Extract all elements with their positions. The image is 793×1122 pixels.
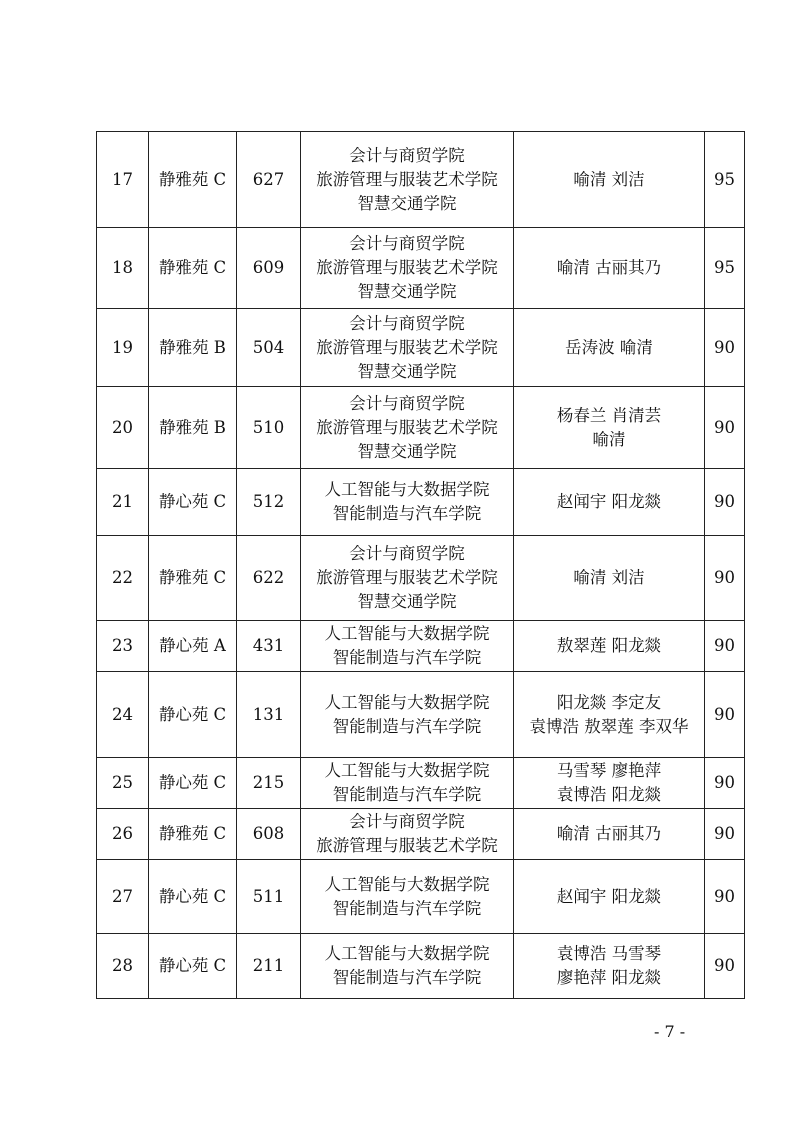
staff-list-line: 廖艳萍 阳龙燚 (556, 968, 662, 987)
college-list (301, 228, 514, 309)
room-number: 609 (237, 228, 301, 309)
building-name: 静心苑 C (149, 758, 237, 809)
row-number: 21 (97, 469, 149, 536)
room-number: 215 (237, 758, 301, 809)
staff-list (514, 860, 705, 934)
table-row (97, 809, 745, 860)
room-number: 512 (237, 469, 301, 536)
college-list (301, 469, 514, 536)
building-name: 静雅苑 B (149, 387, 237, 469)
row-number: 22 (97, 536, 149, 621)
building-name: 静心苑 C (149, 469, 237, 536)
college-list-line: 旅游管理与服装艺术学院 (316, 169, 498, 189)
staff-list (514, 621, 705, 672)
college-list-line: 旅游管理与服装艺术学院 (316, 836, 498, 855)
table-row (97, 672, 745, 758)
table-row (97, 934, 745, 999)
table-row (97, 469, 745, 536)
building-name: 静雅苑 C (149, 228, 237, 309)
score: 90 (705, 758, 745, 809)
score: 90 (705, 934, 745, 999)
college-list-line: 会计与商贸学院 (349, 544, 465, 563)
college-list (301, 809, 514, 860)
college-list (301, 309, 514, 387)
college-list-line: 会计与商贸学院 (349, 313, 465, 333)
table-row (97, 132, 745, 228)
college-list-line: 旅游管理与服装艺术学院 (316, 337, 498, 357)
row-number: 19 (97, 309, 149, 387)
row-number: 23 (97, 621, 149, 672)
staff-list-line: 敖翠莲 阳龙燚 (556, 636, 662, 655)
college-list (301, 536, 514, 621)
score: 90 (705, 387, 745, 469)
staff-list-line: 赵闻宇 阳龙燚 (556, 886, 662, 906)
college-list-line: 人工智能与大数据学院 (324, 944, 490, 963)
row-number: 17 (97, 132, 149, 228)
staff-list (514, 672, 705, 758)
building-name: 静雅苑 C (149, 536, 237, 621)
college-list-line: 人工智能与大数据学院 (324, 761, 490, 780)
staff-list (514, 758, 705, 809)
score: 95 (705, 132, 745, 228)
score: 90 (705, 469, 745, 536)
room-number: 511 (237, 860, 301, 934)
building-name: 静心苑 C (149, 934, 237, 999)
college-list (301, 860, 514, 934)
college-list-line: 智能制造与汽车学院 (332, 504, 482, 523)
college-list (301, 132, 514, 228)
college-list (301, 672, 514, 758)
staff-list-line: 喻清 (592, 429, 626, 449)
staff-list-line: 杨春兰 肖清芸 (556, 405, 662, 425)
college-list (301, 387, 514, 469)
college-list-line: 智能制造与汽车学院 (332, 716, 482, 736)
dormitory-score-table (96, 131, 745, 999)
room-number: 627 (237, 132, 301, 228)
college-list-line: 智能制造与汽车学院 (332, 968, 482, 987)
college-list-line: 智能制造与汽车学院 (332, 898, 482, 918)
staff-list-line: 喻清 刘洁 (573, 568, 645, 587)
staff-list-line: 袁博浩 阳龙燚 (556, 785, 662, 804)
staff-list-line: 马雪琴 廖艳萍 (556, 761, 662, 780)
room-number: 211 (237, 934, 301, 999)
college-list (301, 934, 514, 999)
table-row (97, 228, 745, 309)
building-name: 静雅苑 B (149, 309, 237, 387)
building-name: 静心苑 C (149, 672, 237, 758)
college-list-line: 旅游管理与服装艺术学院 (316, 568, 498, 587)
college-list (301, 758, 514, 809)
building-name: 静雅苑 C (149, 132, 237, 228)
score: 90 (705, 672, 745, 758)
score: 90 (705, 809, 745, 860)
college-list-line: 智能制造与汽车学院 (332, 648, 482, 667)
table-body (97, 132, 745, 999)
row-number: 25 (97, 758, 149, 809)
table-row (97, 758, 745, 809)
room-number: 131 (237, 672, 301, 758)
college-list-line: 人工智能与大数据学院 (324, 692, 490, 712)
staff-list-line: 赵闻宇 阳龙燚 (556, 492, 662, 511)
college-list (301, 621, 514, 672)
staff-list (514, 469, 705, 536)
room-number: 622 (237, 536, 301, 621)
college-list-line: 智慧交通学院 (357, 361, 457, 381)
building-name: 静心苑 A (149, 621, 237, 672)
college-list-line: 会计与商贸学院 (349, 812, 465, 831)
college-list-line: 人工智能与大数据学院 (324, 624, 490, 643)
room-number: 431 (237, 621, 301, 672)
building-name: 静心苑 C (149, 860, 237, 934)
table-row (97, 387, 745, 469)
room-number: 608 (237, 809, 301, 860)
building-name: 静雅苑 C (149, 809, 237, 860)
college-list-line: 智能制造与汽车学院 (332, 785, 482, 804)
table-row (97, 860, 745, 934)
table-row (97, 536, 745, 621)
staff-list (514, 132, 705, 228)
score: 90 (705, 536, 745, 621)
college-list-line: 会计与商贸学院 (349, 234, 465, 253)
staff-list-line: 袁博浩 敖翠莲 李双华 (529, 716, 689, 736)
staff-list (514, 809, 705, 860)
staff-list (514, 934, 705, 999)
staff-list-line: 喻清 古丽其乃 (556, 824, 662, 843)
page-number: - 7 - (654, 1022, 686, 1041)
table-row (97, 309, 745, 387)
score: 95 (705, 228, 745, 309)
staff-list-line: 喻清 刘洁 (573, 169, 645, 189)
row-number: 27 (97, 860, 149, 934)
college-list-line: 人工智能与大数据学院 (324, 874, 490, 894)
table-row (97, 621, 745, 672)
college-list-line: 人工智能与大数据学院 (324, 480, 490, 499)
staff-list-line: 袁博浩 马雪琴 (556, 944, 662, 963)
college-list-line: 智慧交通学院 (357, 441, 457, 461)
college-list-line: 旅游管理与服装艺术学院 (316, 258, 498, 277)
college-list-line: 旅游管理与服装艺术学院 (316, 417, 498, 437)
row-number: 20 (97, 387, 149, 469)
score: 90 (705, 309, 745, 387)
college-list-line: 会计与商贸学院 (349, 145, 465, 165)
room-number: 510 (237, 387, 301, 469)
staff-list (514, 228, 705, 309)
college-list-line: 智慧交通学院 (357, 282, 457, 301)
staff-list (514, 309, 705, 387)
score: 90 (705, 860, 745, 934)
row-number: 24 (97, 672, 149, 758)
staff-list-line: 岳涛波 喻清 (565, 337, 653, 357)
row-number: 28 (97, 934, 149, 999)
score: 90 (705, 621, 745, 672)
staff-list (514, 387, 705, 469)
row-number: 26 (97, 809, 149, 860)
staff-list-line: 阳龙燚 李定友 (556, 692, 662, 712)
college-list-line: 会计与商贸学院 (349, 393, 465, 413)
room-number: 504 (237, 309, 301, 387)
college-list-line: 智慧交通学院 (357, 592, 457, 611)
row-number: 18 (97, 228, 149, 309)
college-list-line: 智慧交通学院 (357, 193, 457, 213)
staff-list (514, 536, 705, 621)
staff-list-line: 喻清 古丽其乃 (556, 258, 662, 277)
